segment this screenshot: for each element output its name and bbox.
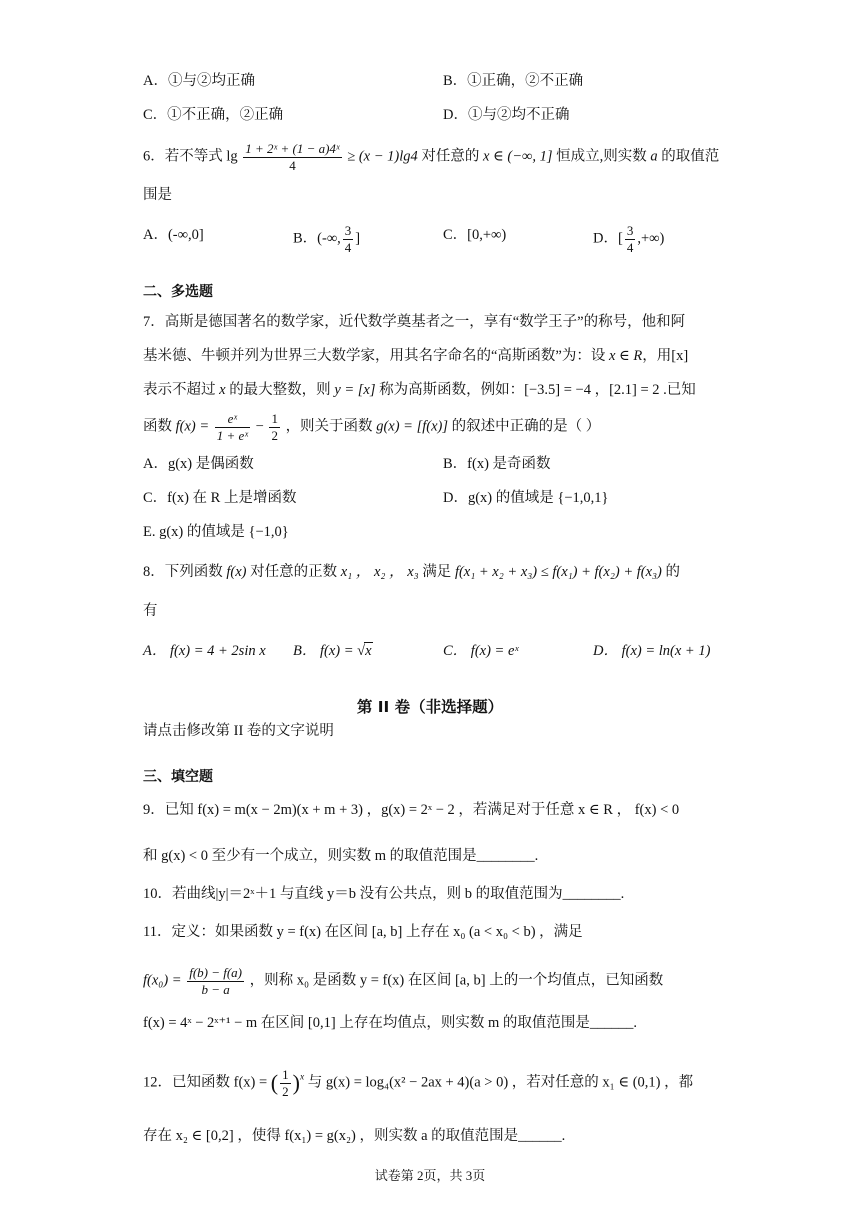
q11-l2-pre: f(x₀) =: [143, 972, 182, 989]
q7-option-b: B．f(x) 是奇函数: [443, 456, 551, 472]
q6-stem-line1: [143, 142, 719, 172]
part2-title: 第 II 卷（非选择题）: [356, 698, 504, 716]
q7-line3: [143, 379, 696, 401]
q11-line1: 11．定义：如果函数 y = f(x) 在区间 [a, b] 上存在 x₀ (a < x₀ < b) ，满足: [143, 924, 583, 940]
q6-lg: lg: [226, 148, 238, 165]
q7-line2: [143, 345, 688, 367]
q7-option-d: D．g(x) 的值域是 {−1,0,1}: [443, 490, 609, 506]
q8-l1f: f(x): [226, 564, 247, 580]
q7-line4: [143, 412, 600, 442]
q7-l3a: 表示不超过: [143, 382, 216, 398]
q6-text-after: 恒成立,则实数: [556, 148, 647, 165]
q5-option-c: C．①不正确，②正确: [143, 107, 284, 123]
q7-option-e: E. g(x) 的值域是 {−1,0}: [143, 524, 289, 540]
q7-frac2: [269, 412, 280, 442]
q12-l1-pre: 12．已知函数 f(x) =: [143, 1074, 268, 1091]
q7-line1: 7．高斯是德国著名的数学家，近代数学奠基者之一，享有“数学王子”的称号，他和阿: [143, 314, 686, 330]
q11-l2-post: ，则称 x₀ 是函数 y = f(x) 在区间 [a, b] 上的一个均值点，已知函数: [249, 972, 664, 989]
q7-l2c: ，用[x]: [642, 348, 689, 364]
q9-line2: 和 g(x) < 0 至少有一个成立，则实数 m 的取值范围是________.: [143, 848, 539, 864]
q6-text-end: 的取值范: [661, 148, 720, 165]
q7-l3c: 的最大整数，则: [229, 382, 331, 398]
q6-d-num: 3: [626, 223, 634, 238]
q8-option-b: [293, 640, 373, 662]
q7-frac1: [215, 412, 250, 442]
q5-option-d: D．①与②均不正确: [443, 107, 570, 123]
q6-d-pre: D．[: [593, 230, 623, 247]
q6-d-den: 4: [626, 239, 634, 255]
q6-option-a: A．(-∞,0]: [143, 227, 204, 243]
q11-frac-num: f(b) − f(a): [189, 965, 243, 980]
q7-frac1-num: eˣ: [215, 412, 250, 428]
q8-l1c: 满足: [422, 564, 452, 580]
q12-exp: x: [299, 1072, 305, 1083]
q6-b-den: 4: [344, 239, 352, 255]
q12-fraction: [280, 1068, 291, 1098]
q12-line1: [143, 1068, 693, 1098]
q7-frac2-den: 2: [271, 427, 278, 443]
q8-l1d: 的: [665, 564, 681, 580]
q7-l3d: y = [x]: [334, 382, 376, 398]
q11-line2: [143, 966, 663, 996]
sqrt-icon: √: [357, 643, 366, 659]
q6-b-post: ]: [355, 230, 361, 247]
q5-option-a: A．①与②均正确: [143, 73, 255, 89]
q7-l4c: 的叙述中正确的是（ ）: [451, 418, 601, 435]
q11-fraction: [187, 966, 244, 996]
q12-paren-open: (: [270, 1070, 279, 1096]
q7-l4a: 函数: [143, 418, 172, 435]
q6-d-post: ,+∞): [637, 230, 665, 247]
part2-note[interactable]: 请点击修改第 II 卷的文字说明: [143, 723, 334, 739]
q8-option-a: A． f(x) = 4 + 2sin x: [143, 643, 266, 659]
q6-b-pre: B．(-∞,: [293, 230, 341, 247]
q8-b-pre: B． f(x) =: [293, 643, 358, 659]
q6-d-frac: [625, 224, 636, 254]
q6-b-num: 3: [344, 223, 352, 238]
q8-l1ineq: f(x₁ + x₂ + x₃) ≤ f(x₁) + f(x₂) + f(x₃): [454, 564, 662, 580]
q11-frac-den: b − a: [201, 981, 230, 997]
q7-frac1-den: 1 + eˣ: [216, 427, 248, 443]
q6-frac-den: 4: [289, 157, 296, 173]
q6-option-d: [593, 224, 664, 254]
page-footer: 试卷第 2页，共 3页: [374, 1168, 486, 1183]
q12-l1-post: 与 g(x) = log₄(x² − 2ax + 4)(a > 0) ，若对任意的 x₁ ∈ (0,1) ，都: [307, 1074, 694, 1091]
q7-l3b: x: [219, 382, 226, 398]
q10-line: 10．若曲线|y|＝2ˣ＋1 与直线 y＝b 没有公共点，则 b 的取值范围为________.: [143, 886, 625, 902]
q8-option-c: C． f(x) = eˣ: [443, 643, 519, 659]
q9-line1: 9．已知 f(x) = m(x − 2m)(x + m + 3) ，g(x) = 2ˣ − 2 ，若满足对于任意 x ∈ R ， f(x) < 0: [143, 802, 680, 818]
q7-l3e: 称为高斯函数，例如：[−3.5] = −4 ，[2.1] = 2 .已知: [379, 382, 696, 398]
q6-fraction: [243, 142, 341, 172]
q8-option-d: D． f(x) = ln(x + 1): [593, 643, 711, 659]
q7-l4f: f(x) =: [175, 418, 210, 435]
q8-l1b: 对任意的正数: [250, 564, 338, 580]
q6-var: a: [650, 148, 658, 165]
q6-frac-num: 1 + 2ˣ + (1 − a)4ˣ: [245, 141, 340, 156]
q6-number: 6．若不等式: [143, 148, 223, 165]
q7-l2b: x ∈ R: [609, 348, 643, 364]
q12-frac-den: 2: [282, 1083, 289, 1099]
q6-stem-line2: 围是: [143, 187, 172, 203]
section-multi-choice-heading: 二、多选题: [143, 284, 213, 300]
q6-rhs: ≥ (x − 1)lg4: [347, 148, 418, 165]
q7-minus: −: [255, 418, 264, 435]
section-fill-blank-heading: 三、填空题: [143, 769, 213, 785]
q12-frac-num: 1: [282, 1067, 289, 1082]
q6-option-b: [293, 224, 360, 254]
q7-option-c: C．f(x) 在 R 上是增函数: [143, 490, 297, 506]
q7-l4g: g(x) = [f(x)]: [376, 418, 448, 435]
q7-l2a: 基米德、牛顿并列为世界三大数学家，用其名字命名的“高斯函数”为：设: [143, 348, 606, 364]
q11-line3: f(x) = 4ˣ − 2ˣ⁺¹ − m 在区间 [0,1] 上存在均值点，则实数 m 的取值范围是______.: [143, 1015, 637, 1031]
q7-l4b: ，则关于函数: [285, 418, 373, 435]
q12-paren-close: ): [292, 1070, 300, 1096]
q5-option-b: B．①正确，②不正确: [443, 73, 584, 89]
q6-option-c: C．[0,+∞): [443, 227, 507, 243]
q8-line2: 有: [143, 603, 158, 619]
q7-frac2-num: 1: [271, 411, 278, 426]
q8-l1a: 8．下列函数: [143, 564, 223, 580]
q8-line1: [143, 561, 680, 583]
q7-option-a: A．g(x) 是偶函数: [143, 456, 254, 472]
q8-l1vars: x₁ ， x₂ ， x₃: [340, 564, 419, 580]
q6-domain: x ∈ (−∞, 1]: [482, 148, 553, 165]
q12-line2: 存在 x₂ ∈ [0,2] ，使得 f(x₁) = g(x₂) ，则实数 a 的取值范围是______.: [143, 1128, 566, 1144]
q8-b-radicand: x: [365, 643, 372, 659]
q6-cond: 对任意的: [421, 148, 480, 165]
q6-b-frac: [343, 224, 354, 254]
